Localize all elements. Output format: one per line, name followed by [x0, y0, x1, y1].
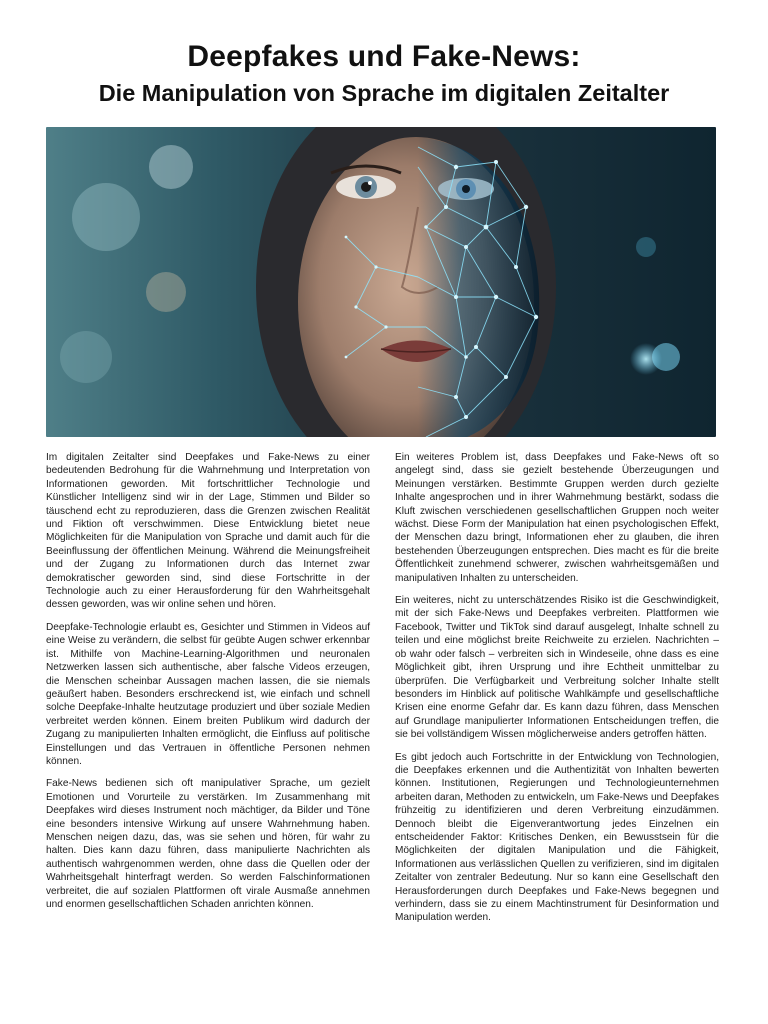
document-title: Deepfakes und Fake-News: [187, 40, 581, 73]
paragraph: Im digitalen Zeitalter sind Deepfakes und Fake-News zu einer bedeutenden Bedrohung für die Wahrnehmung und Interpretation von Informationen geworden. Mit fortschrittlicher Technologie und Künstlicher Intelligenz sind wir in der Lage, Stimmen und Bilder so täuschend echt zu reproduzieren, dass die Grenzen zwischen Realität und Fiktion oft verschwimmen. Diese Entwicklung bietet neue Möglichkeiten für die Manipulation von Sprache und damit auch für die Beeinflussung der öffentlichen Meinung. Während die Meinungsfreiheit und der Zugang zu Informationen durch das Internet zwar demokratischer geworden sind, sind diese Fortschritte in der Technologie auch zu einer Herausforderung für den Wahrheitsgehalt dessen geworden, was wir online sehen und hören. [46, 452, 370, 611]
hero-image [46, 127, 716, 437]
paragraph: Ein weiteres, nicht zu unterschätzendes Risiko ist die Geschwindigkeit, mit der sich Fake-News und Deepfakes verbreiten. Plattformen wie Facebook, Twitter und TikTok sind darauf ausgelegt, Inhalte schnell zu teilen und eine möglichst breite Reichweite zu erzielen. Nachrichten – ob wahr oder falsch – verbreiten sich in Windeseile, ohne dass es eine Möglichkeit gibt, ihren Ursprung und ihre Echtheit unmittelbar zu überprüfen. Die Verfügbarkeit und Verbreitung solcher Inhalte stellt besonders im Hinblick auf politische Wahlkämpfe und gesellschaftliche Krisen eine enorme Gefahr dar. Es kann dazu führen, dass Menschen auf Grundlage manipulierter Informationen Entscheidungen treffen, die sie bei vollständigem Wissen möglicherweise anders getroffen hätten. [395, 595, 719, 741]
paragraph: Ein weiteres Problem ist, dass Deepfakes und Fake-News oft so angelegt sind, dass sie gezielt bestehende Überzeugungen und Meinungen verstärken. Bestimmte Gruppen werden durch gezielte Inhalte angesprochen und in ihrer Wahrnehmung bestärkt, sodass die Kluft zwischen verschiedenen gesellschaftlichen Gruppen noch weiter wächst. Diese Form der Manipulation hat einen psychologischen Effekt, der Menschen dazu bringt, Informationen eher zu glauben, die ihren bestehenden Überzeugungen entsprechen. Dies macht es für die breite Öffentlichkeit zunehmend schwerer, zwischen wahrheitsgemäßen und manipulativen Inhalten zu unterscheiden. [395, 452, 719, 584]
document-subtitle: Die Manipulation von Sprache im digitalen Zeitalter [98, 80, 670, 106]
paragraph: Fake-News bedienen sich oft manipulativer Sprache, um gezielt Emotionen und Vorurteile zu verstärken. Im Zusammenhang mit Deepfakes wird dieses Instrument noch mächtiger, da Bilder und Töne eine besonders intensive Wirkung auf unsere Wahrnehmung haben. Menschen neigen dazu, das, was sie sehen und hören, für wahr zu halten. Dies kann dazu führen, dass manipulierte Nachrichten als authentisch wahrgenommen werden, ohne dass die Quellen oder der Wahrheitsgehalt hinterfragt werden. So werden Falschinformationen verbreitet, die auf sozialen Plattformen oft virale Ausmaße annehmen und enormen gesellschaftlichen Schaden anrichten können. [46, 778, 370, 910]
paragraph: Deepfake-Technologie erlaubt es, Gesichter und Stimmen in Videos auf eine Weise zu verändern, die selbst für geübte Augen schwer erkennbar ist. Mithilfe von Machine-Learning-Algorithmen und neuronalen Netzwerken lassen sich authentische, aber falsche Videos erzeugen, die Menschen scheinbar Aussagen machen lassen, die sie niemals geäußert haben. Besonders erschreckend ist, wie einfach und schnell solche Deepfake-Inhalte heutzutage produziert und über soziale Medien verbreitet werden können. Einem breiten Publikum wird dadurch der Zugang zu manipulierten Inhalten ermöglicht, die Einfluss auf politische Einstellungen und das Vertrauen in öffentliche Personen nehmen können. [46, 621, 370, 767]
right-column [395, 451, 719, 934]
left-column [46, 451, 370, 920]
deepfake-face-illustration [46, 127, 716, 437]
paragraph: Es gibt jedoch auch Fortschritte in der Entwicklung von Technologien, die Deepfakes erkennen und die Authentizität von Inhalten bewerten können. Institutionen, Regierungen und Technologieunternehmen arbeiten daran, Methoden zu entwickeln, um Fake-News und Deepfakes frühzeitig zu identifizieren und deren Verbreitung einzudämmen. Dennoch bleibt die Eigenverantwortung jedes Einzelnen ein entscheidender Faktor: Kritisches Denken, ein Bewusstsein für die Möglichkeiten der digitalen Manipulation und die Fähigkeit, Informationen aus verlässlichen Quellen zu verifizieren, sind im digitalen Zeitalter von zentraler Bedeutung. Nur so kann eine Gesellschaft den Herausforderungen durch Deepfakes und Fake-News begegnen und verhindern, dass sie zu einem Machtinstrument für Desinformation und Manipulation werden. [395, 751, 719, 924]
